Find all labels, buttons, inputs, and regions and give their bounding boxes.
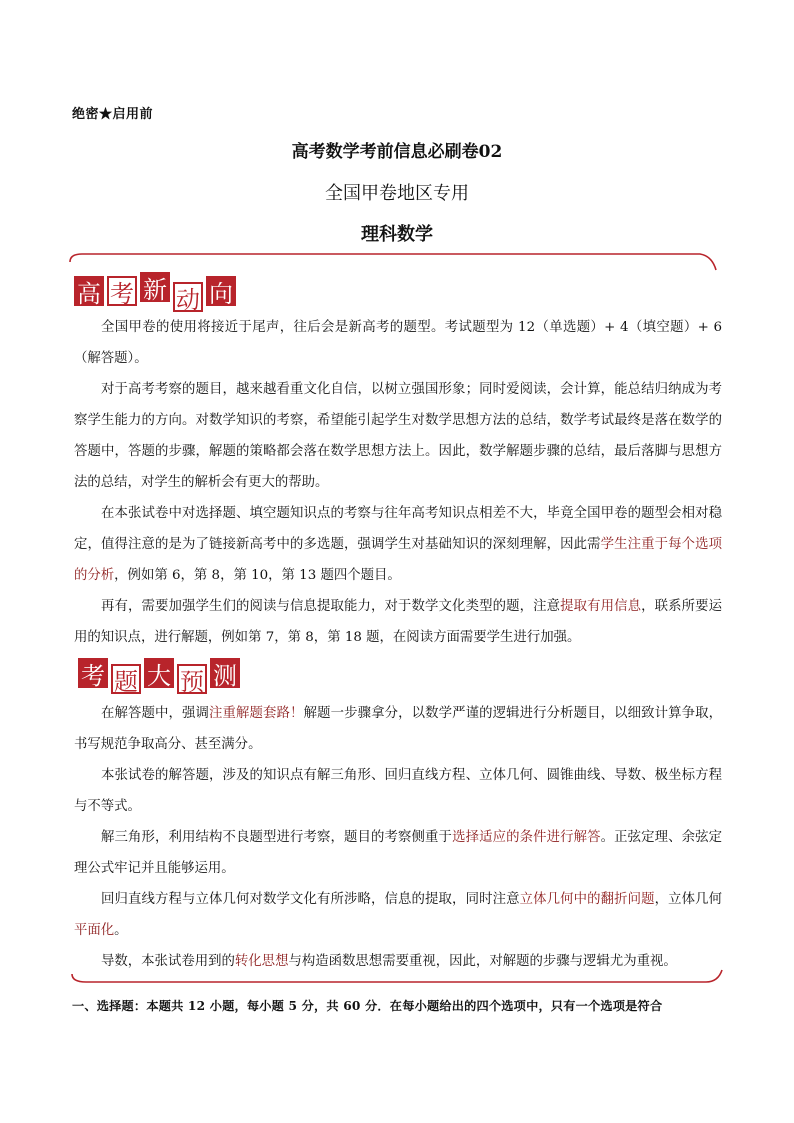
highlight-text: 平面化	[74, 923, 115, 938]
prediction-paragraph-3: 解三角形，利用结构不良题型进行考察，题目的考察侧重于选择适应的条件进行解答。正弦定理、余弦定理公式牢记并且能够运用。	[74, 830, 723, 876]
banner-char: 高	[74, 276, 104, 306]
banner-new-trends	[74, 275, 239, 314]
prediction-paragraph-1: 在解答题中，强调注重解题套路！解题一步骤拿分，以数学严谨的逻辑进行分析题目，以细致计算争取，书写规范争取高分、甚至满分。	[74, 706, 723, 752]
trend-paragraph-1: 全国甲卷的使用将接近于尾声，往后会是新高考的题型。考试题型为 12（单选题）+ 4（填空题）+ 6（解答题）。	[74, 320, 722, 366]
banner-char: 向	[206, 276, 236, 306]
highlight-text: 学生注重于每个选项的分析	[74, 537, 723, 583]
banner-char: 测	[210, 658, 240, 688]
trend-paragraph-4: 再有，需要加强学生们的阅读与信息提取能力，对于数学文化类型的题，注意提取有用信息，联系所要运用的知识点，进行解题，例如第 7，第 8，第 18 题，在阅读方面需要学生进行加强。	[74, 599, 723, 645]
banner-char: 新	[140, 272, 170, 302]
banner-char: 预	[177, 664, 207, 694]
section-instructions: 一、选择题：本题共 12 小题，每小题 5 分，共 60 分．在每小题给出的四个选项中，只有一个选项是符合	[72, 999, 663, 1013]
top-frame-curve	[70, 254, 716, 270]
banner-char: 动	[173, 282, 203, 312]
exam-title: 高考数学考前信息必刷卷02	[291, 142, 503, 162]
banner-char: 考	[107, 276, 137, 306]
exam-subject: 理科数学	[361, 224, 433, 245]
trend-paragraph-2: 对于高考考察的题目，越来越看重文化自信，以树立强国形象；同时爱阅读，会计算，能总结归纳成为考察学生能力的方向。对数学知识的考察，希望能引起学生对数学思想方法的总结，数学考试最终是落在数学的答题中，答题的步骤，解题的策略都会落在数学思想方法上。因此，数学解题步骤的总结，最后落脚与思想方法的总结，对学生的解析会有更大的帮助。	[74, 382, 722, 490]
banner-char: 大	[144, 658, 174, 688]
highlight-text: 提取有用信息	[560, 599, 642, 614]
prediction-paragraph-4: 回归直线方程与立体几何对数学文化有所涉略，信息的提取，同时注意立体几何中的翻折问题，立体几何平面化。	[74, 892, 723, 938]
prediction-paragraph-2: 本张试卷的解答题，涉及的知识点有解三角形、回归直线方程、立体几何、圆锥曲线、导数、极坐标方程与不等式。	[74, 768, 722, 814]
highlight-text: 注重解题套路！	[209, 706, 304, 721]
trend-paragraph-3: 在本张试卷中对选择题、填空题知识点的考察与往年高考知识点相差不大，毕竟全国甲卷的题型会相对稳定，值得注意的是为了链接新高考中的多选题，强调学生对基础知识的深刻理解，因此需学生注重于每个选项的分析，例如第 6，第 8，第 10，第 13 题四个题目。	[74, 506, 723, 583]
confidential-label: 绝密★启用前	[72, 107, 154, 122]
banner-char: 题	[111, 664, 141, 694]
banner-char: 考	[78, 658, 108, 688]
highlight-text: 立体几何中的翻折问题	[519, 892, 655, 907]
prediction-paragraph-5: 导数，本张试卷用到的转化思想与构造函数思想需要重视，因此，对解题的步骤与逻辑尤为重视。	[101, 954, 677, 969]
banner-exam-prediction	[78, 658, 243, 696]
highlight-text: 转化思想	[234, 954, 289, 969]
exam-subtitle: 全国甲卷地区专用	[325, 183, 469, 204]
highlight-text: 选择适应的条件进行解答	[452, 830, 601, 845]
